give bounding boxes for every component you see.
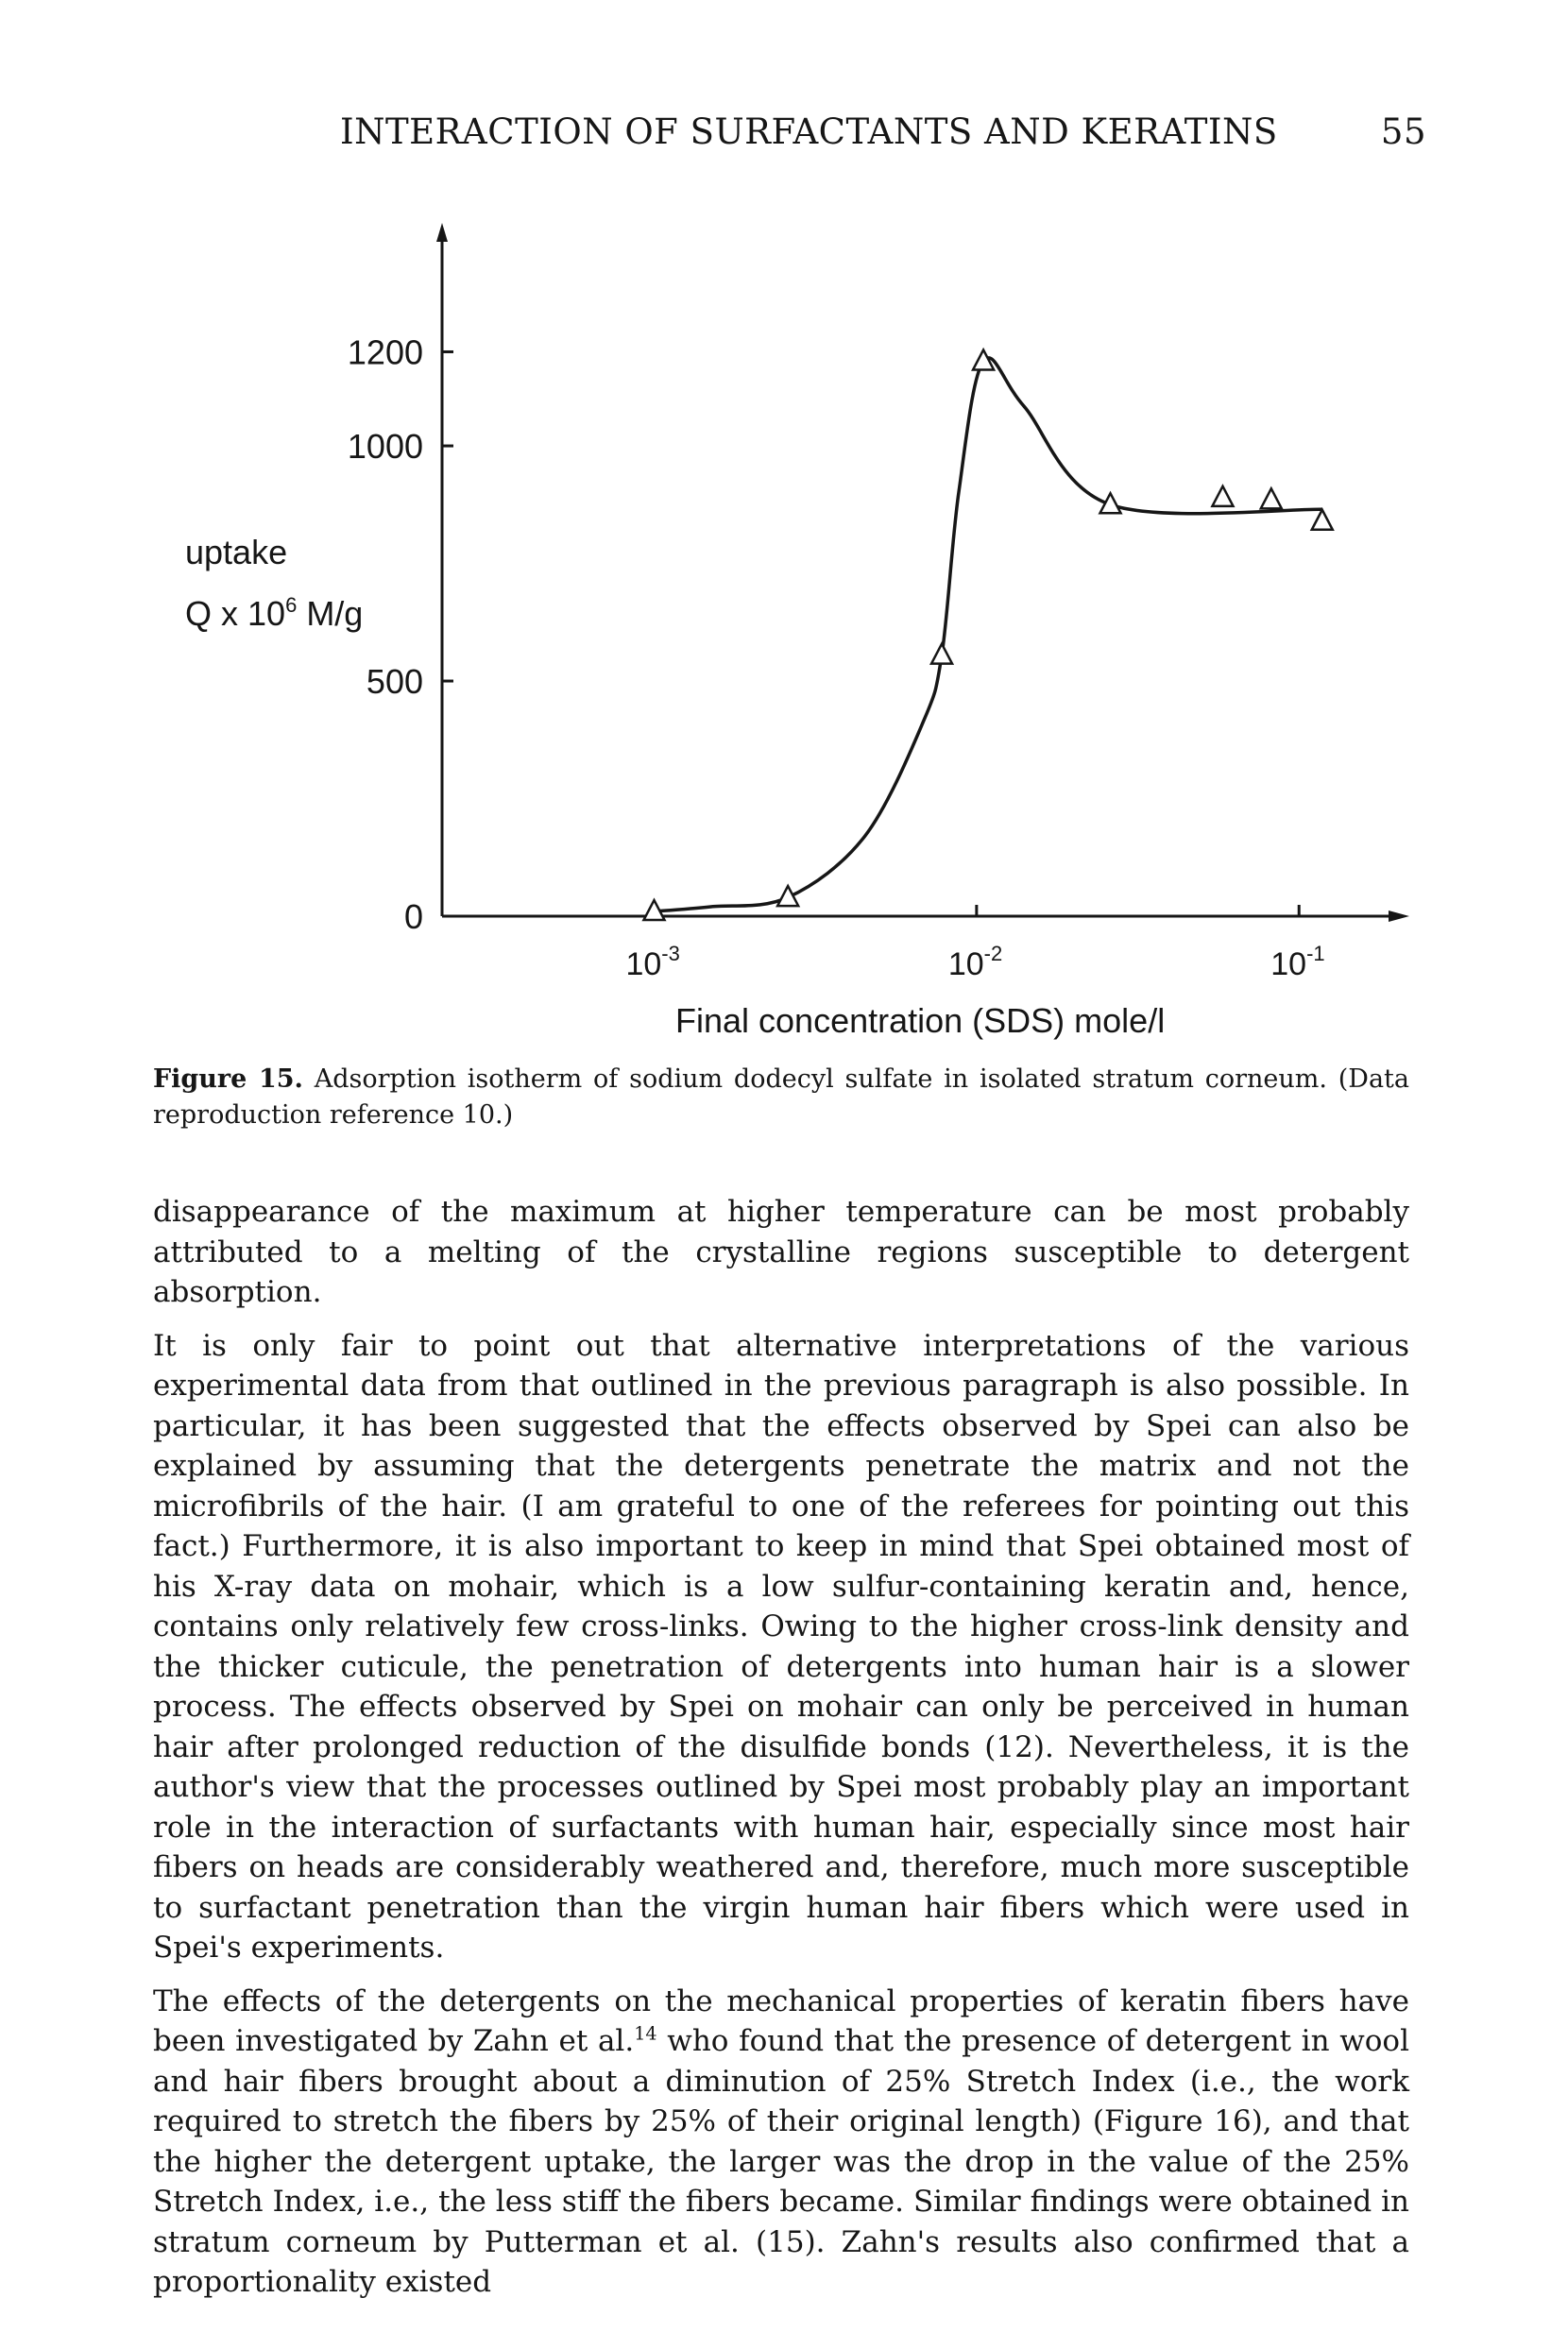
y-tick-label: 0 [403,897,423,936]
x-axis-arrowhead [1389,911,1409,922]
data-point-triangle [1261,488,1282,508]
adsorption-isotherm-chart [0,0,1568,1058]
x-tick-label: $10^{-1}$ [1270,942,1325,982]
chart-axes [436,223,1409,922]
y-ticks [348,332,453,936]
x-tick-label: $10^{-2}$ [947,942,1003,982]
caption-label: Figure 15. [153,1064,303,1094]
caption-text: Adsorption isotherm of sodium dodecyl sulfate in isolated stratum corneum. (Data reproduction reference 10.) [153,1064,1409,1130]
data-point-triangle [1312,510,1333,530]
citation-superscript: 14 [634,2022,657,2045]
y-axis-label-line2: Q x $10^6$ M/g [185,593,364,633]
y-axis-label [185,533,363,633]
figure-caption [153,1062,1409,1133]
data-point-triangle [777,886,798,906]
data-markers [643,349,1332,920]
page-number: 55 [1380,111,1426,152]
x-tick-label: $10^{-3}$ [625,942,680,982]
running-title: INTERACTION OF SURFACTANTS AND KERATINS [340,111,1278,152]
data-point-triangle [1212,486,1233,506]
body-text [153,1192,1409,2316]
x-axis-label: Final concentration (SDS) mole/l [675,1001,1166,1040]
paragraph-3-part-2: who found that the presence of detergent in wool and hair fibers brought about a diminution of 25% Stretch Index (i.e., the work required to stretch the fibers by 25% of their original length) (Figure 16), and that the higher the detergent uptake, the larger was the drop in the value of the 25% Stretch Index, i.e., the less stiff the fibers became. Similar findings were obtained in stratum corneum by Putterman et al. (15). Zahn's results also confirmed that a proportionality existed [153,2024,1409,2299]
y-axis-arrowhead [436,223,448,242]
paragraph-3-part-1: The effects of the detergents on the mechanical properties of keratin fibers have been investigated by Zahn et al. [153,1983,1409,2058]
data-point-triangle [931,644,952,664]
paragraph-1: disappearance of the maximum at higher temperature can be most probably attributed to a melting of the crystalline regions susceptible to detergent absorption. [153,1195,1409,1309]
fitted-curve [655,358,1322,911]
y-tick-label: 1000 [347,427,423,467]
paragraph-3 [153,1982,1409,2303]
y-tick-label: 1200 [347,332,423,372]
paragraph-2: It is only fair to point out that alternative interpretations of the various experimental data from that outlined in the previous paragraph is also possible. In particular, it has been suggested that the effects observed by Spei can also be explained by assuming that the detergents penetrate the matrix and not the microfibrils of the hair. (I am grateful to one of the referees for pointing out this fact.) Furthermore, it is also important to keep in mind that Spei obtained most of his X-ray data on mohair, which is a low sulfur-containing keratin and, hence, contains only relatively few cross-links. Owing to the higher cross-link density and the thicker cuticule, the penetration of detergents into human hair is a slower process. The effects observed by Spei on mohair can only be perceived in human hair after prolonged reduction of the disulfide bonds (12). Nevertheless, it is the author's view that the processes outlined by Spei most probably play an important role in the interaction of surfactants with human hair, especially since most hair fibers on heads are considerably weathered and, therefore, much more susceptible to surfactant penetration than the virgin human hair fibers which were used in Spei's experiments. [153,1328,1409,1965]
y-axis-label-line1: uptake [185,533,288,571]
y-tick-label: 500 [366,662,423,702]
